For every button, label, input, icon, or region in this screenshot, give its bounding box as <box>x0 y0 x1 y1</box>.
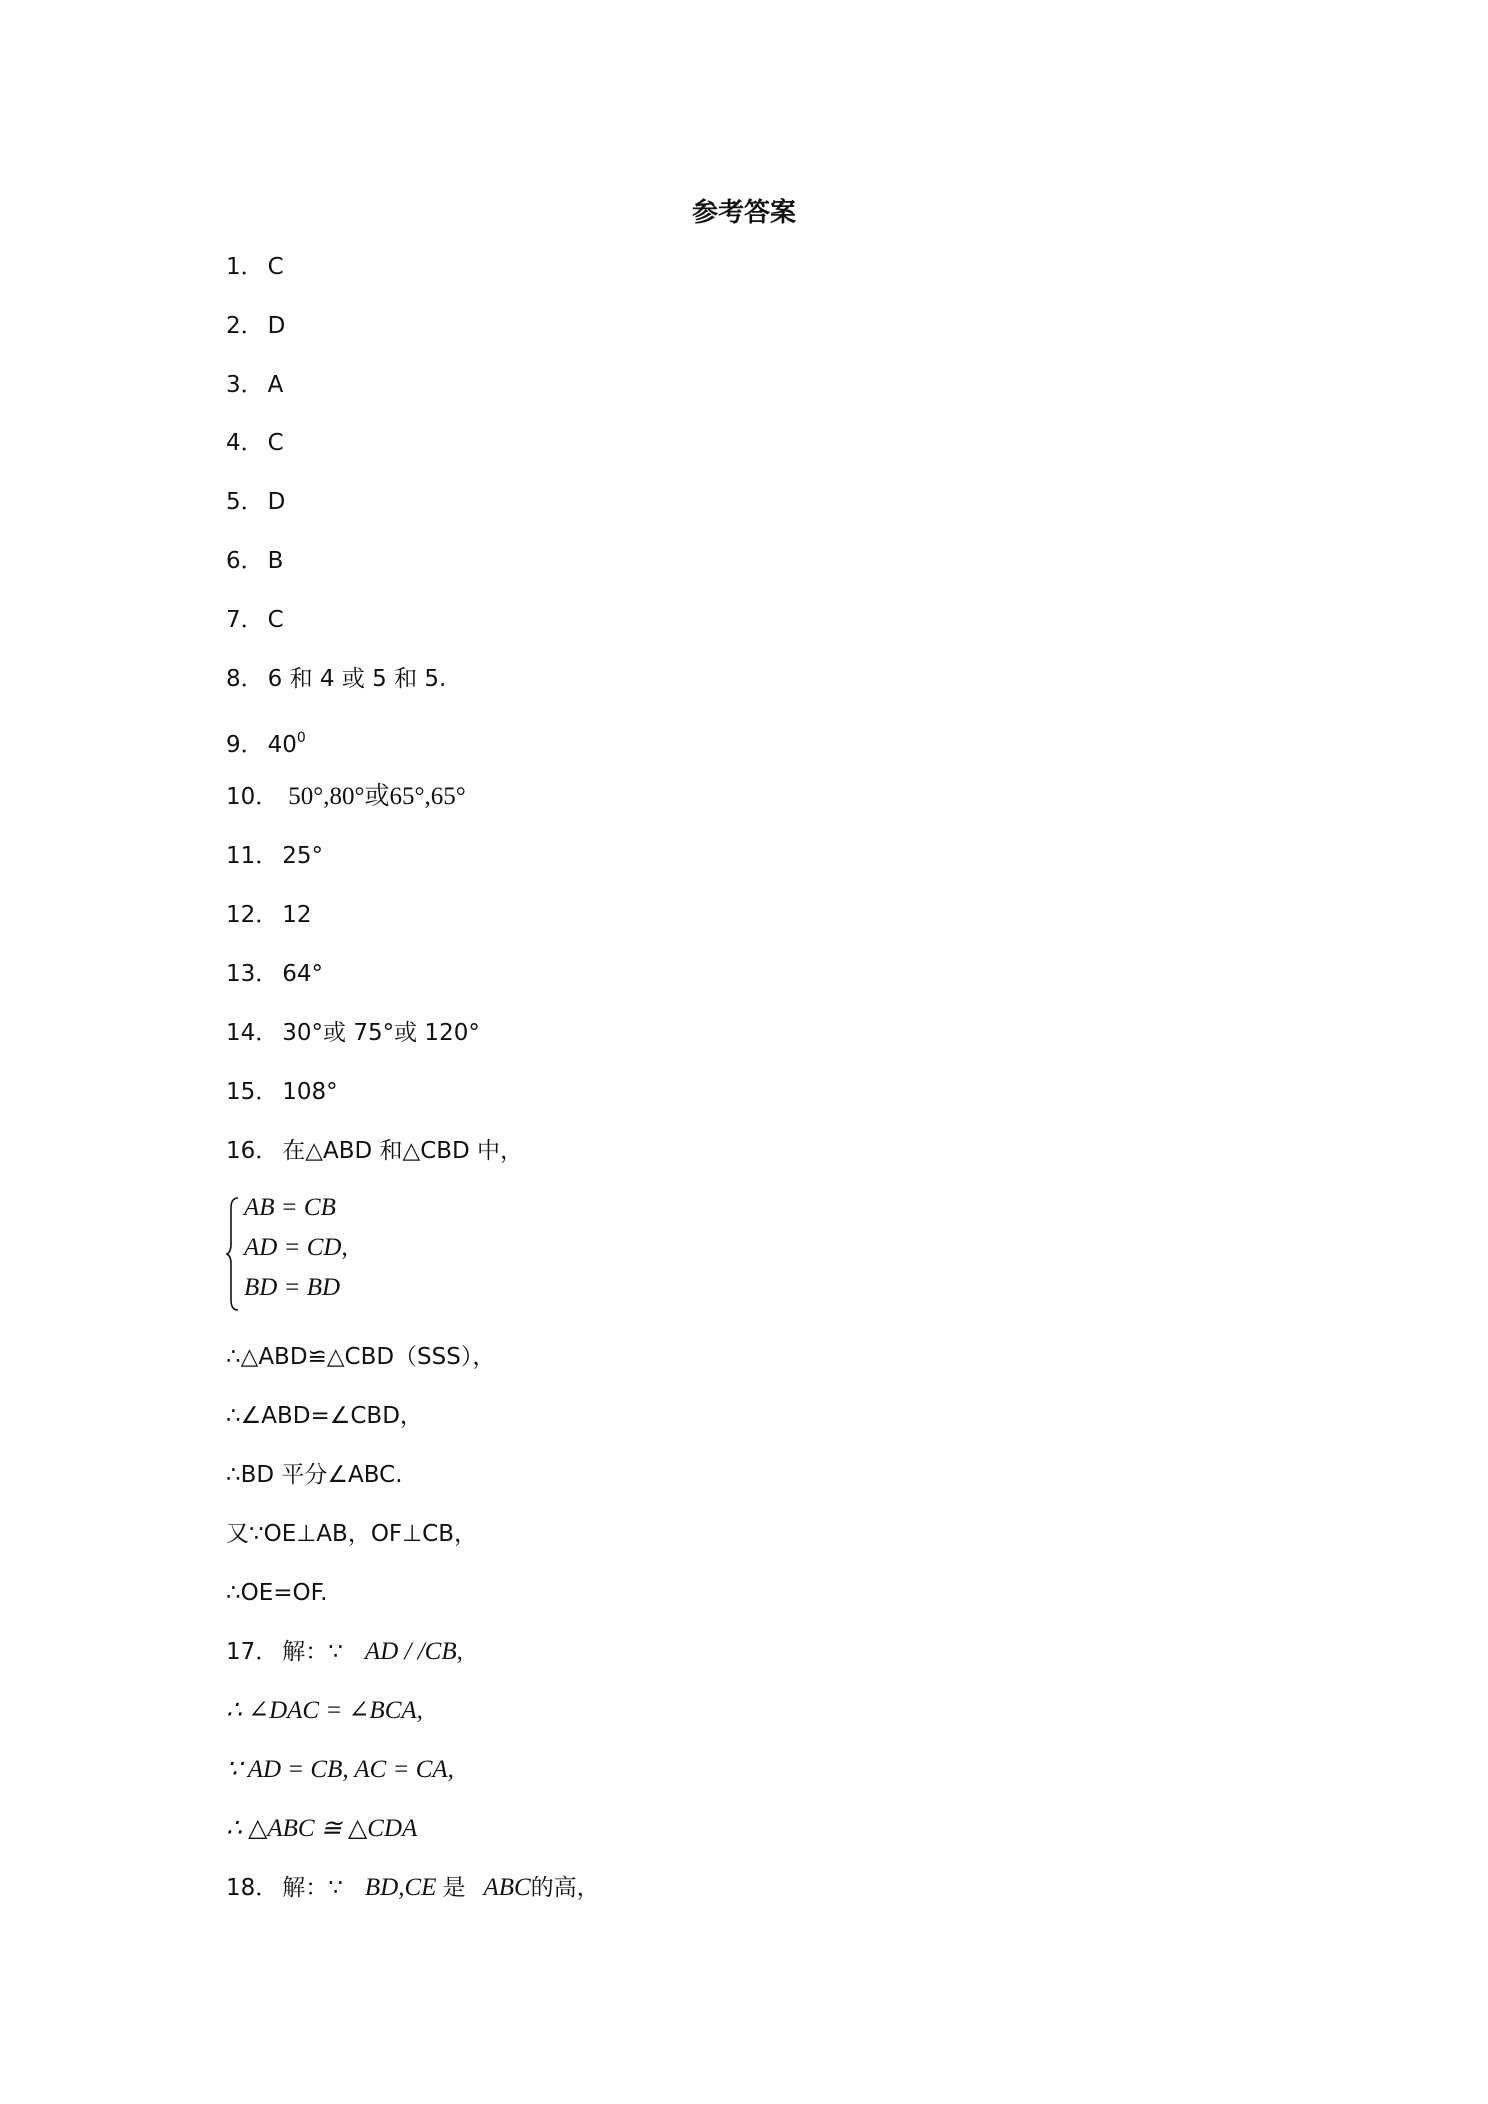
answer-18 <box>226 1873 600 1903</box>
answer-number: 15． <box>226 1079 279 1105</box>
answer-text: B <box>267 548 284 574</box>
answer-text: D <box>267 313 286 339</box>
answer-number: 16． <box>226 1138 279 1164</box>
answer-16 <box>226 1136 523 1166</box>
answer-expression: ABC <box>483 1874 531 1901</box>
answer-text: 25° <box>282 843 324 869</box>
answer-number: 4． <box>226 430 264 456</box>
answer-text: D <box>267 489 286 515</box>
answer-text: 30°或 75°或 120° <box>282 1020 480 1046</box>
equation-system <box>226 1194 426 1314</box>
answer-lead: 解：∵ <box>282 1875 343 1901</box>
answer-lead: 解：∵ <box>282 1639 343 1665</box>
answer-number: 10． <box>226 784 279 810</box>
answer-text: 的高， <box>530 1875 600 1901</box>
answer-text: C <box>267 254 284 280</box>
answer-number: 12． <box>226 902 279 928</box>
answer-15 <box>226 1077 338 1107</box>
answer-number: 17． <box>226 1639 279 1665</box>
answer-number: 6． <box>226 548 264 574</box>
proof-step-3: ∴BD 平分∠ABC. <box>226 1462 403 1488</box>
equation-ad-cd <box>244 1234 348 1262</box>
answer-number: 2． <box>226 313 264 339</box>
answer-12 <box>226 900 312 930</box>
answer-number: 13． <box>226 961 279 987</box>
answer-expression: AD / /CB, <box>364 1638 463 1665</box>
answer-number: 8． <box>226 666 264 692</box>
proof-step-2: ∴∠ABD=∠CBD， <box>226 1403 423 1429</box>
answer-text: A <box>267 372 284 398</box>
answer-text: 50°,80°或65°,65° <box>288 783 466 810</box>
answer-text: C <box>267 430 284 456</box>
answer-superscript: 0 <box>296 730 306 746</box>
answer-1 <box>226 252 284 282</box>
answer-17-line-2: ∴ ∠DAC = ∠BCA, <box>226 1697 423 1724</box>
equation-comma: , <box>341 1234 348 1261</box>
answer-expression: BD,CE <box>364 1874 437 1901</box>
proof-step-4: 又∵OE⊥AB，OF⊥CB， <box>226 1521 478 1547</box>
answer-number: 3． <box>226 372 264 398</box>
answer-text: C <box>267 607 284 633</box>
answer-number: 1． <box>226 254 264 280</box>
equation-text: AD = CD <box>244 1234 342 1261</box>
answer-number: 5． <box>226 489 264 515</box>
answer-14 <box>226 1018 480 1048</box>
answer-text: 64° <box>282 961 324 987</box>
answer-text: 40 <box>267 732 297 758</box>
answer-17-line-3: ∵ AD = CB, AC = CA, <box>226 1756 454 1783</box>
answer-number: 9． <box>226 732 264 758</box>
answer-4 <box>226 428 284 458</box>
answer-text: 在△ABD 和△CBD 中， <box>282 1138 524 1164</box>
page-title: 参考答案 <box>691 198 796 228</box>
answer-17-line-4: ∴ △ABC ≅ △CDA <box>226 1815 418 1842</box>
answer-text: 12 <box>282 902 312 928</box>
answer-number: 18． <box>226 1875 279 1901</box>
answer-17 <box>226 1637 463 1667</box>
answer-text: 是 <box>442 1875 466 1901</box>
answer-number: 14． <box>226 1020 279 1046</box>
answer-7 <box>226 605 284 635</box>
answer-10 <box>226 782 466 812</box>
answer-8 <box>226 664 446 694</box>
answer-13 <box>226 959 323 989</box>
answer-text: 6 和 4 或 5 和 5. <box>267 666 447 692</box>
proof-step-1: ∴△ABD≌△CBD（SSS）， <box>226 1344 496 1370</box>
answer-9 <box>226 723 306 760</box>
left-brace-icon <box>226 1194 242 1314</box>
equation-ab-cb: AB = CB <box>244 1194 336 1221</box>
answer-text: 108° <box>282 1079 338 1105</box>
answer-number: 11． <box>226 843 279 869</box>
answer-5 <box>226 487 285 517</box>
answer-6 <box>226 546 283 576</box>
equation-bd-bd: BD = BD <box>244 1274 341 1301</box>
answer-11 <box>226 841 323 871</box>
answer-number: 7． <box>226 607 264 633</box>
proof-step-5: ∴OE=OF. <box>226 1580 328 1606</box>
answer-2 <box>226 311 285 341</box>
answer-3 <box>226 370 283 400</box>
